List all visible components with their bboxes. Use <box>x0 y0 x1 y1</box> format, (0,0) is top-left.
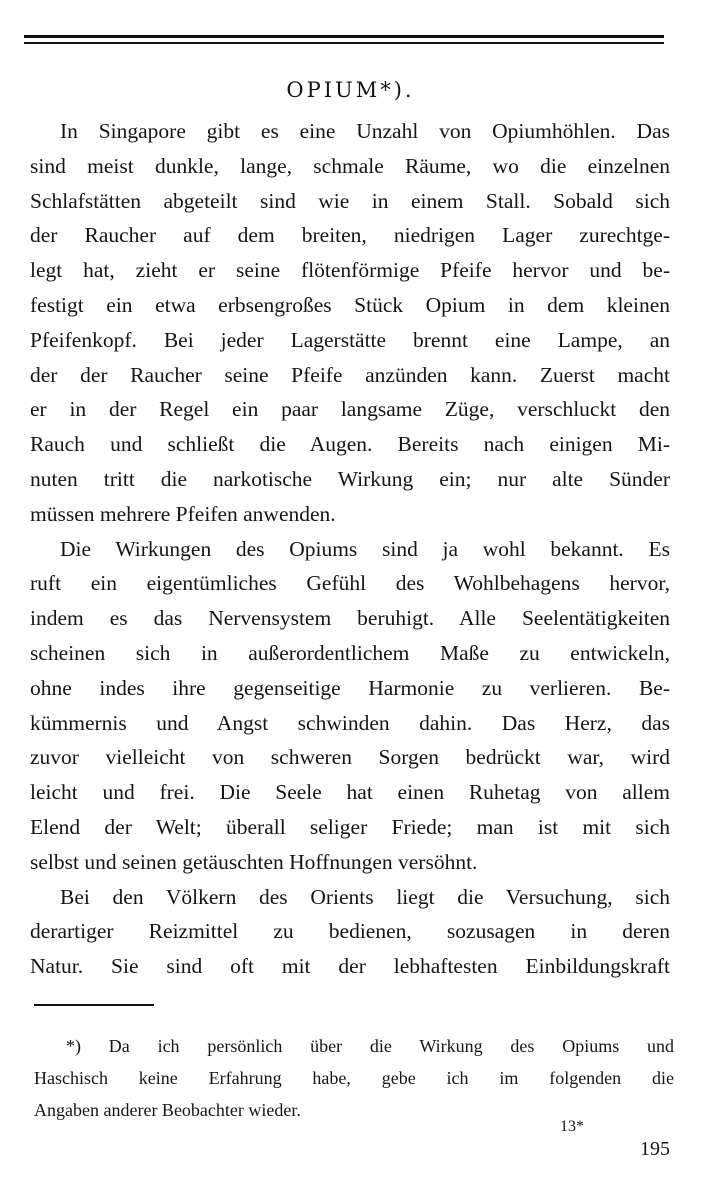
text-line: der Raucher auf dem breiten, niedrigen Lager zurechtge- <box>30 223 670 248</box>
text-line: Bei den Völkern des Orients liegt die Versuchung, sich <box>60 884 670 909</box>
text-line: Rauch und schließt die Augen. Bereits nach einigen Mi- <box>30 432 670 457</box>
text-line: ruft ein eigentümliches Gefühl des Wohlbehagens hervor, <box>30 571 670 596</box>
text-line: derartiger Reizmittel zu bedienen, sozusagen in deren <box>30 919 670 944</box>
text-line: festigt ein etwa erbsengroßes Stück Opium in dem kleinen <box>30 292 670 317</box>
footnote-line: *) Da ich persönlich über die Wirkung des Opiums und <box>66 1036 674 1056</box>
text-line: Elend der Welt; überall seliger Friede; man ist mit sich <box>30 814 670 839</box>
text-line: In Singapore gibt es eine Unzahl von Opiumhöhlen. Das <box>60 119 670 143</box>
text-line: scheinen sich in außerordentlichem Maße zu entwickeln, <box>30 640 670 665</box>
text-line: Die Wirkungen des Opiums sind ja wohl bekannt. Es <box>60 536 670 561</box>
text-line: zuvor vielleicht von schweren Sorgen bedrückt war, wird <box>30 745 670 770</box>
chapter-title: OPIUM*). <box>286 78 415 102</box>
text-line: sind meist dunkle, lange, schmale Räume, wo die einzelnen <box>30 153 670 178</box>
paragraph-1 <box>30 114 670 532</box>
text-line: müssen mehrere Pfeifen anwenden. <box>30 501 336 526</box>
text-line: indem es das Nervensystem beruhigt. Alle Seelentätigkeiten <box>30 606 670 631</box>
paragraph-3 <box>30 880 670 984</box>
paragraph-2 <box>30 532 670 880</box>
body-text <box>30 114 670 984</box>
text-line: Natur. Sie sind oft mit der lebhaftesten Einbildungskraft <box>30 954 670 979</box>
text-line: nuten tritt die narkotische Wirkung ein; nur alte Sünder <box>30 466 670 491</box>
text-line: leicht und frei. Die Seele hat einen Ruhetag von allem <box>30 780 670 805</box>
footnote-line: Angaben anderer Beobachter wieder. <box>34 1100 301 1120</box>
text-line: Schlafstätten abgeteilt sind wie in einem Stall. Sobald sich <box>30 188 670 213</box>
text-line: kümmernis und Angst schwinden dahin. Das Herz, das <box>30 710 670 735</box>
text-line: Pfeifenkopf. Bei jeder Lagerstätte brennt eine Lampe, an <box>30 327 670 352</box>
text-line: der der Raucher seine Pfeife anzünden kann. Zuerst macht <box>30 362 670 387</box>
footnote <box>34 1030 674 1126</box>
signature-mark: 13* <box>560 1118 584 1135</box>
header-rule <box>24 35 664 38</box>
page-number: 195 <box>640 1138 670 1160</box>
text-line: ohne indes ihre gegenseitige Harmonie zu verlieren. Be- <box>30 675 670 700</box>
text-line: selbst und seinen getäuschten Hoffnungen versöhnt. <box>30 849 478 874</box>
header-rule-thin <box>24 42 664 44</box>
text-line: legt hat, zieht er seine flötenförmige Pfeife hervor und be- <box>30 258 670 283</box>
footnote-rule <box>34 1004 154 1006</box>
footnote-line: Haschisch keine Erfahrung habe, gebe ich im folgenden die <box>34 1068 674 1088</box>
text-line: er in der Regel ein paar langsame Züge, verschluckt den <box>30 397 670 422</box>
